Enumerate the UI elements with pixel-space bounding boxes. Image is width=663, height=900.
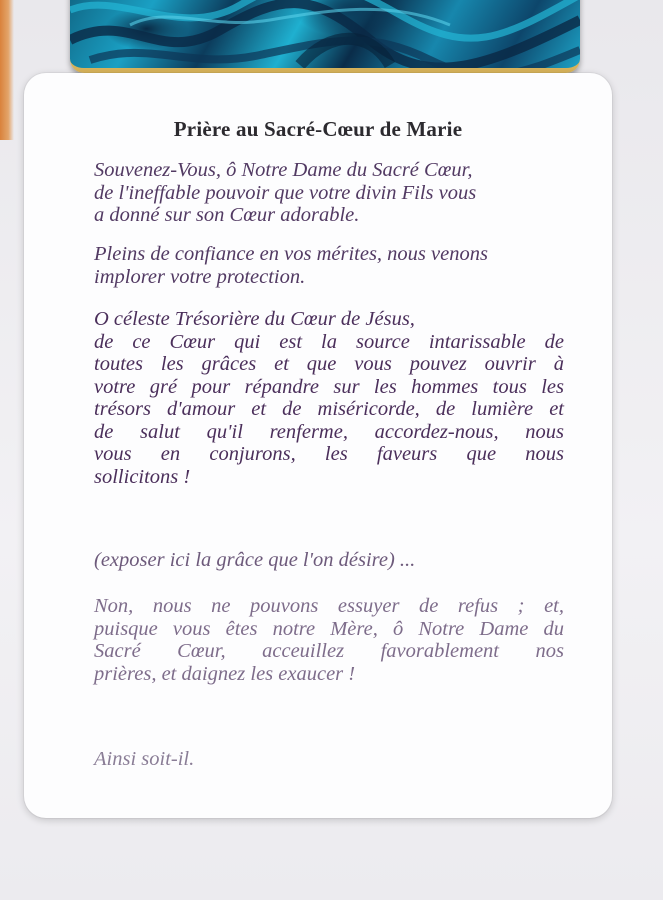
prayer-card [24, 73, 612, 818]
artwork-card [70, 0, 580, 73]
text-line: a donné sur son Cœur adorable. [94, 204, 360, 226]
text-line: toutes les grâces et que vous pouvez ouvrir à [94, 353, 564, 375]
text-line: implorer votre protection. [94, 265, 306, 288]
prayer-title: Prière au Sacré-Cœur de Marie [173, 117, 463, 141]
paragraph-confiance [94, 243, 564, 288]
artwork-swirls [70, 0, 580, 68]
text-line: prières, et daignez les exaucer ! [94, 662, 356, 685]
text-line: Sacré Cœur, acceuillez favorablement nos [94, 640, 564, 662]
text-line: trésors d'amour et de miséricorde, de lumière et [94, 398, 564, 420]
orange-edge [0, 0, 14, 140]
paragraph-ainsi-soit-il [94, 748, 564, 771]
text-line: de salut qu'il renferme, accordez-nous, nous [94, 420, 564, 443]
paragraph-non-nous [94, 595, 564, 685]
text-line: puisque vous êtes notre Mère, ô Notre Dame du [94, 617, 564, 640]
text-line: sollicitons ! [94, 465, 191, 488]
text-line: votre gré pour répandre sur les hommes tous les [94, 375, 564, 398]
text-line: de l'ineffable pouvoir que votre divin Fils vous [94, 181, 477, 204]
text-line: vous en conjurons, les faveurs que nous [94, 443, 564, 465]
text-line: de ce Cœur qui est la source intarissable de [94, 330, 564, 353]
paragraph-tresoriere [94, 308, 564, 488]
text-line: Pleins de confiance en vos mérites, nous venons [94, 243, 488, 265]
paragraph-exposer [94, 549, 564, 572]
text-line: Souvenez-Vous, ô Notre Dame du Sacré Cœur, [94, 159, 473, 181]
text-line: Ainsi soit-il. [94, 748, 195, 770]
text-line: (exposer ici la grâce que l'on désire) ... [94, 549, 416, 571]
paragraph-souvenez-vous [94, 159, 564, 227]
text-line: O céleste Trésorière du Cœur de Jésus, [94, 308, 415, 330]
text-line: Non, nous ne pouvons essuyer de refus ; et, [94, 595, 564, 617]
